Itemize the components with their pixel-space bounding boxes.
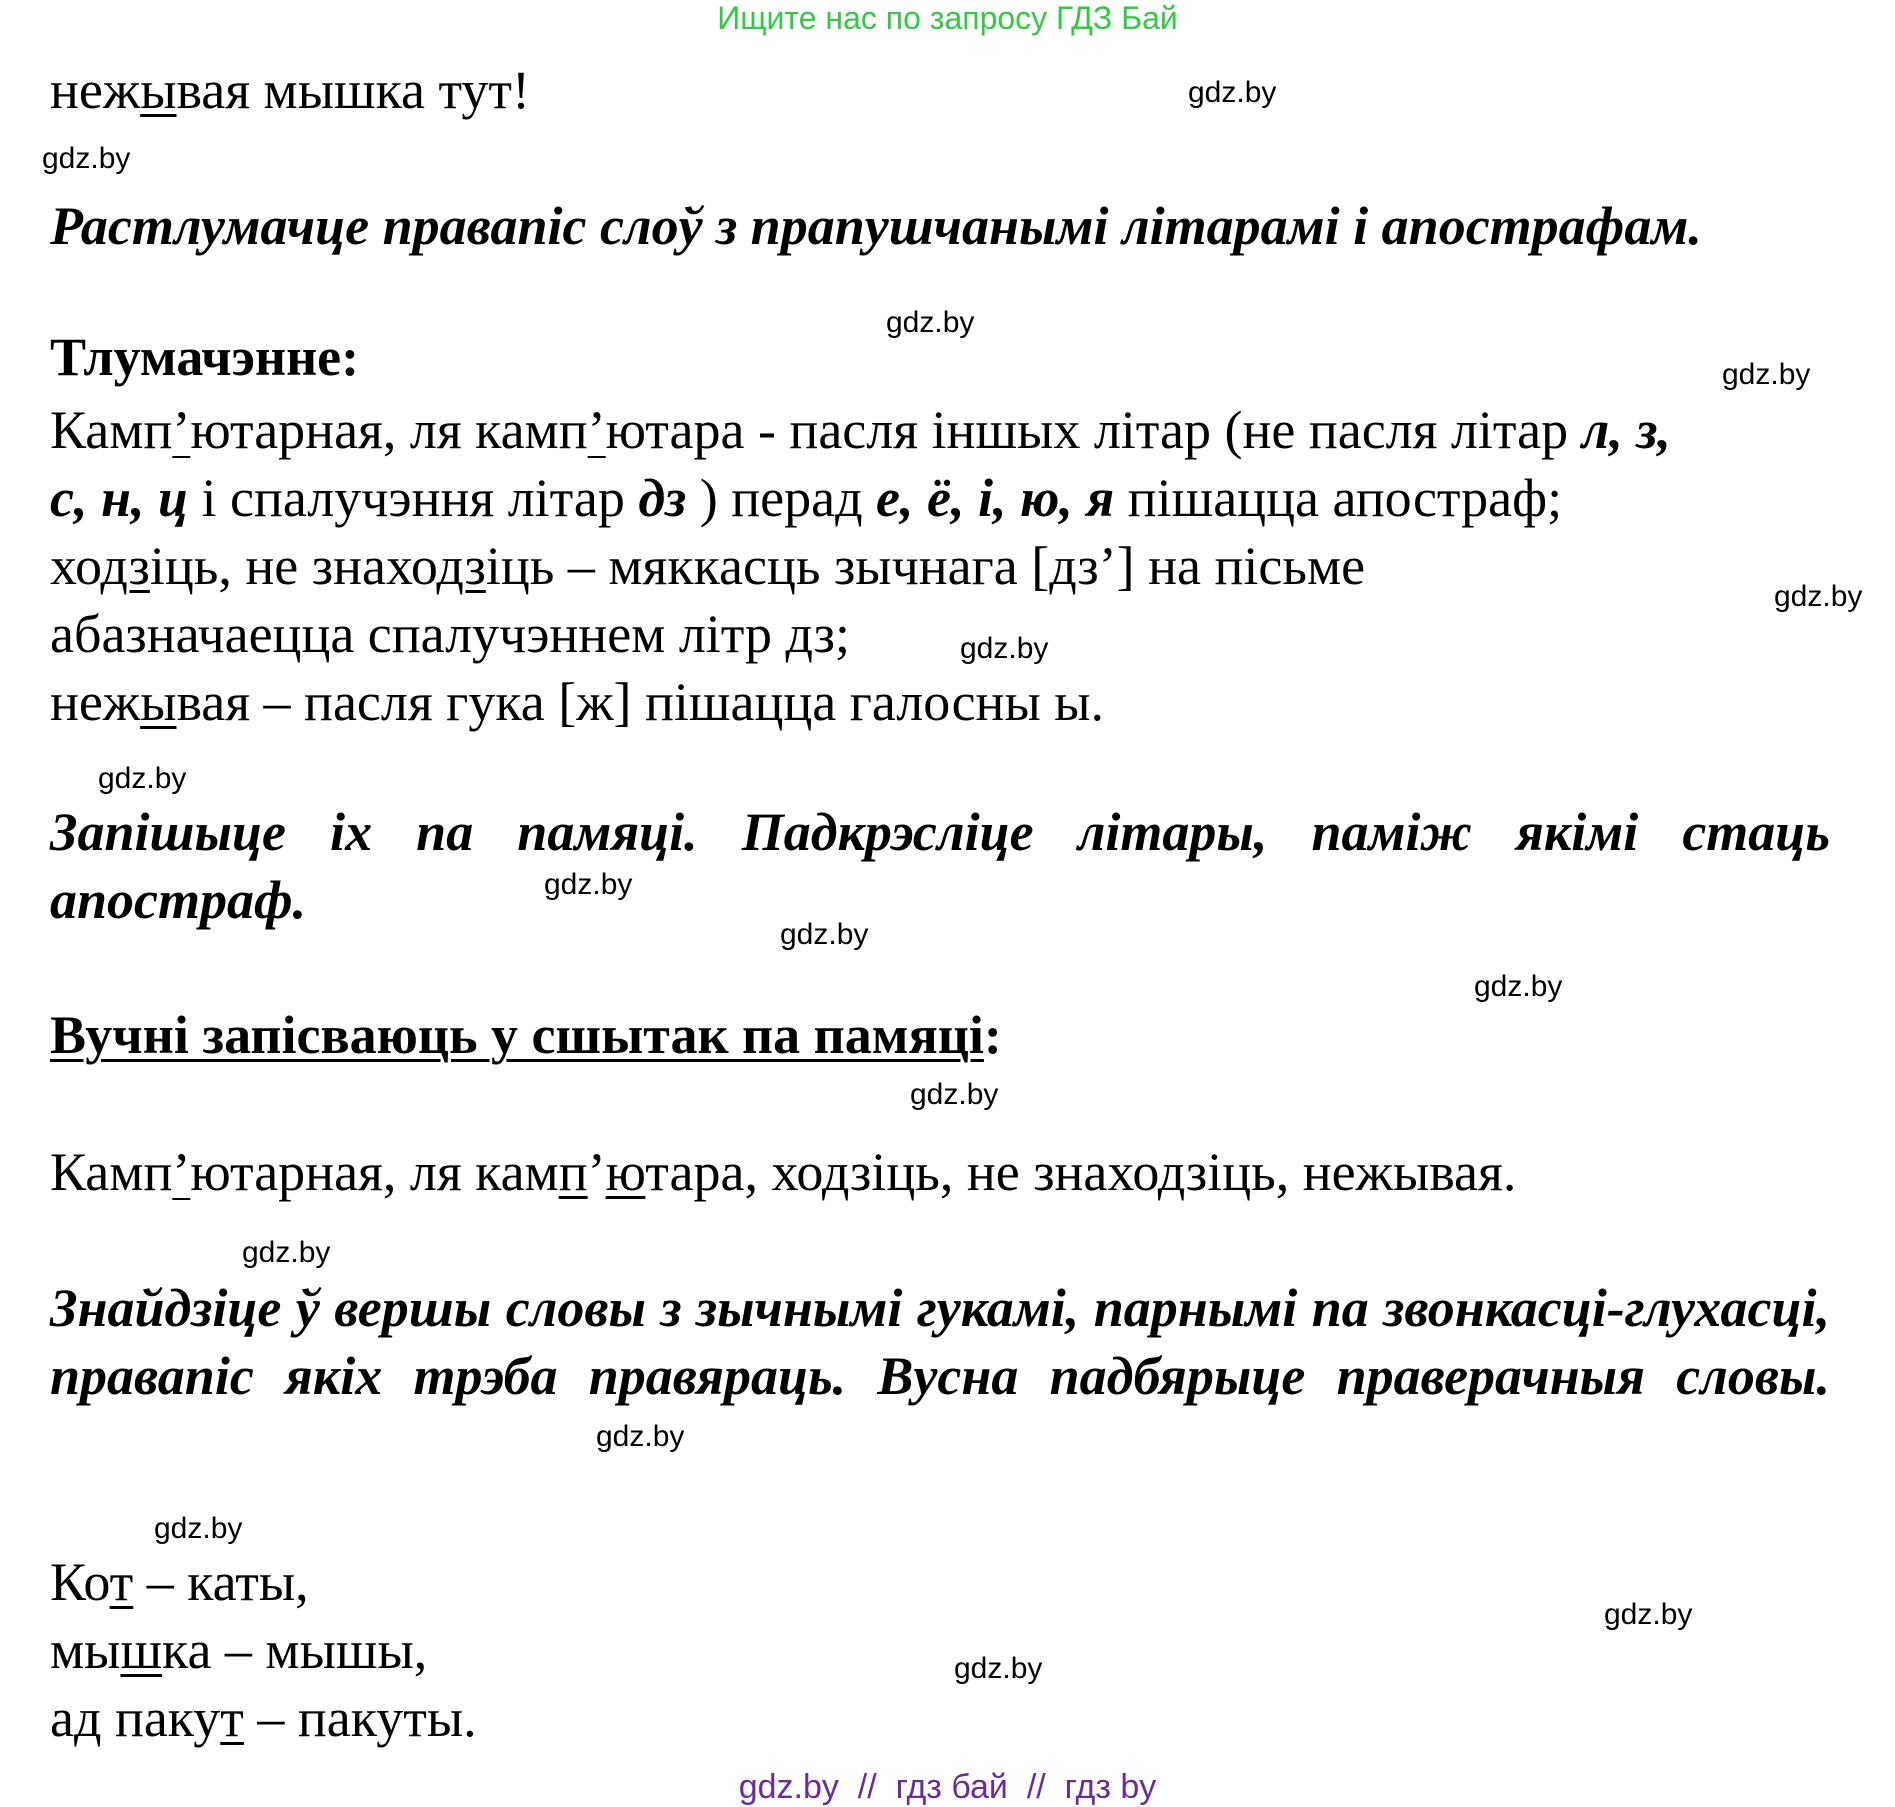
- explanation-line: [50, 668, 1104, 736]
- text-line: [50, 56, 530, 124]
- underlined-letter: ы: [140, 60, 177, 120]
- underlined-letter: ш: [120, 1620, 163, 1680]
- section-heading: [50, 1004, 1002, 1066]
- watermark: gdz.by: [42, 142, 131, 175]
- watermark: gdz.by: [596, 1420, 685, 1453]
- emphasized-letters: л, з,: [1581, 400, 1671, 460]
- apostrophe-mark: ’: [587, 400, 606, 460]
- footer-links: gdz.by // гдз бай // гдз by: [738, 1768, 1157, 1806]
- text-fragment: ютарная, ля кам: [190, 1142, 559, 1202]
- heading-text: Вучні запісваюць у сшытак па памяці: [50, 1005, 984, 1065]
- text-fragment: Камп: [50, 400, 173, 460]
- underlined-letter: дз: [100, 536, 150, 596]
- text-fragment: – каты,: [133, 1552, 309, 1612]
- emphasized-letters: дз: [638, 468, 687, 528]
- text-fragment: хо: [50, 536, 101, 596]
- heading-colon: :: [983, 1005, 1002, 1065]
- text-fragment: іць – мяккасць зычнага [дз’] на пісьме: [485, 536, 1366, 596]
- task-instruction: Растлумачце правапіс слоў з прапушчанымі літарамі і апострафам.: [50, 196, 1702, 256]
- explanation-line: [50, 464, 1562, 532]
- text-fragment: ка – мышы,: [162, 1620, 428, 1680]
- text-fragment: неж: [50, 60, 141, 120]
- apostrophe-mark: ’: [587, 1142, 606, 1202]
- text-fragment: пішацца апостраф;: [1114, 468, 1563, 528]
- underlined-letter: т: [220, 1688, 244, 1748]
- apostrophe-mark: ’: [172, 1142, 191, 1202]
- text-fragment: ) перад: [686, 468, 877, 528]
- poem-line: [50, 1548, 309, 1616]
- watermark: gdz.by: [910, 1078, 999, 1111]
- task-instruction: Запішыце іх па памяці. Падкрэсліце літары, паміж якімі стаць апостраф.: [50, 802, 1830, 930]
- underlined-letter: т: [109, 1552, 134, 1612]
- text-fragment: Камп: [50, 1142, 173, 1202]
- text-fragment: вая мышка тут!: [176, 60, 530, 120]
- watermark: gdz.by: [154, 1512, 243, 1545]
- text-fragment: тара, ходзіць, не знаходзіць, нежывая.: [645, 1142, 1517, 1202]
- watermark: gdz.by: [1604, 1598, 1693, 1631]
- text-fragment: ютара - пасля іншых літар (не пасля літар: [605, 400, 1582, 460]
- watermark: gdz.by: [544, 868, 633, 901]
- watermark: gdz.by: [886, 306, 975, 339]
- text-fragment: Ко: [50, 1552, 110, 1612]
- explanation-line: абазначаецца спалучэннем літр дз;: [50, 604, 851, 664]
- poem-line: [50, 1616, 427, 1684]
- text-fragment: і спалучэння літар: [187, 468, 639, 528]
- watermark: gdz.by: [780, 918, 869, 951]
- underlined-letter: ы: [140, 672, 177, 732]
- text-fragment: ад паку: [50, 1688, 221, 1748]
- text-fragment: іць, не знахо: [149, 536, 437, 596]
- watermark: gdz.by: [1474, 970, 1563, 1003]
- watermark: gdz.by: [1774, 580, 1863, 613]
- underlined-letter: дз: [436, 536, 486, 596]
- text-fragment: вая – пасля гука [ж] пішацца галосны ы.: [176, 672, 1105, 732]
- watermark: gdz.by: [954, 1652, 1043, 1685]
- underlined-letter: п: [558, 1142, 588, 1202]
- explanation-line: [50, 532, 1365, 600]
- watermark: gdz.by: [1188, 76, 1277, 109]
- underlined-letter: ю: [605, 1142, 646, 1202]
- text-fragment: мы: [50, 1620, 121, 1680]
- answer-line: [50, 1138, 1516, 1206]
- text-fragment: ютарная, ля камп: [190, 400, 588, 460]
- emphasized-letters: е, ё, і, ю, я: [876, 468, 1115, 528]
- text-fragment: неж: [50, 672, 141, 732]
- search-banner: Ищите нас по запросу ГДЗ Бай: [717, 0, 1178, 36]
- watermark: gdz.by: [960, 632, 1049, 665]
- text-fragment: – пакуты.: [243, 1688, 477, 1748]
- section-heading: Тлумачэнне:: [50, 327, 360, 387]
- task-instruction: Знайдзіце ў вершы словы з зычнымі гукамі, парнымі па звонкасці-глухасці, правапіс якіх трэба правяраць. Вусна падбярыце праверачныя словы.: [50, 1278, 1830, 1406]
- apostrophe-mark: ’: [172, 400, 191, 460]
- emphasized-letters: с, н, ц: [50, 468, 188, 528]
- explanation-line: [50, 396, 1671, 464]
- watermark: gdz.by: [242, 1236, 331, 1269]
- poem-line: [50, 1684, 477, 1752]
- watermark: gdz.by: [1722, 358, 1811, 391]
- watermark: gdz.by: [98, 762, 187, 795]
